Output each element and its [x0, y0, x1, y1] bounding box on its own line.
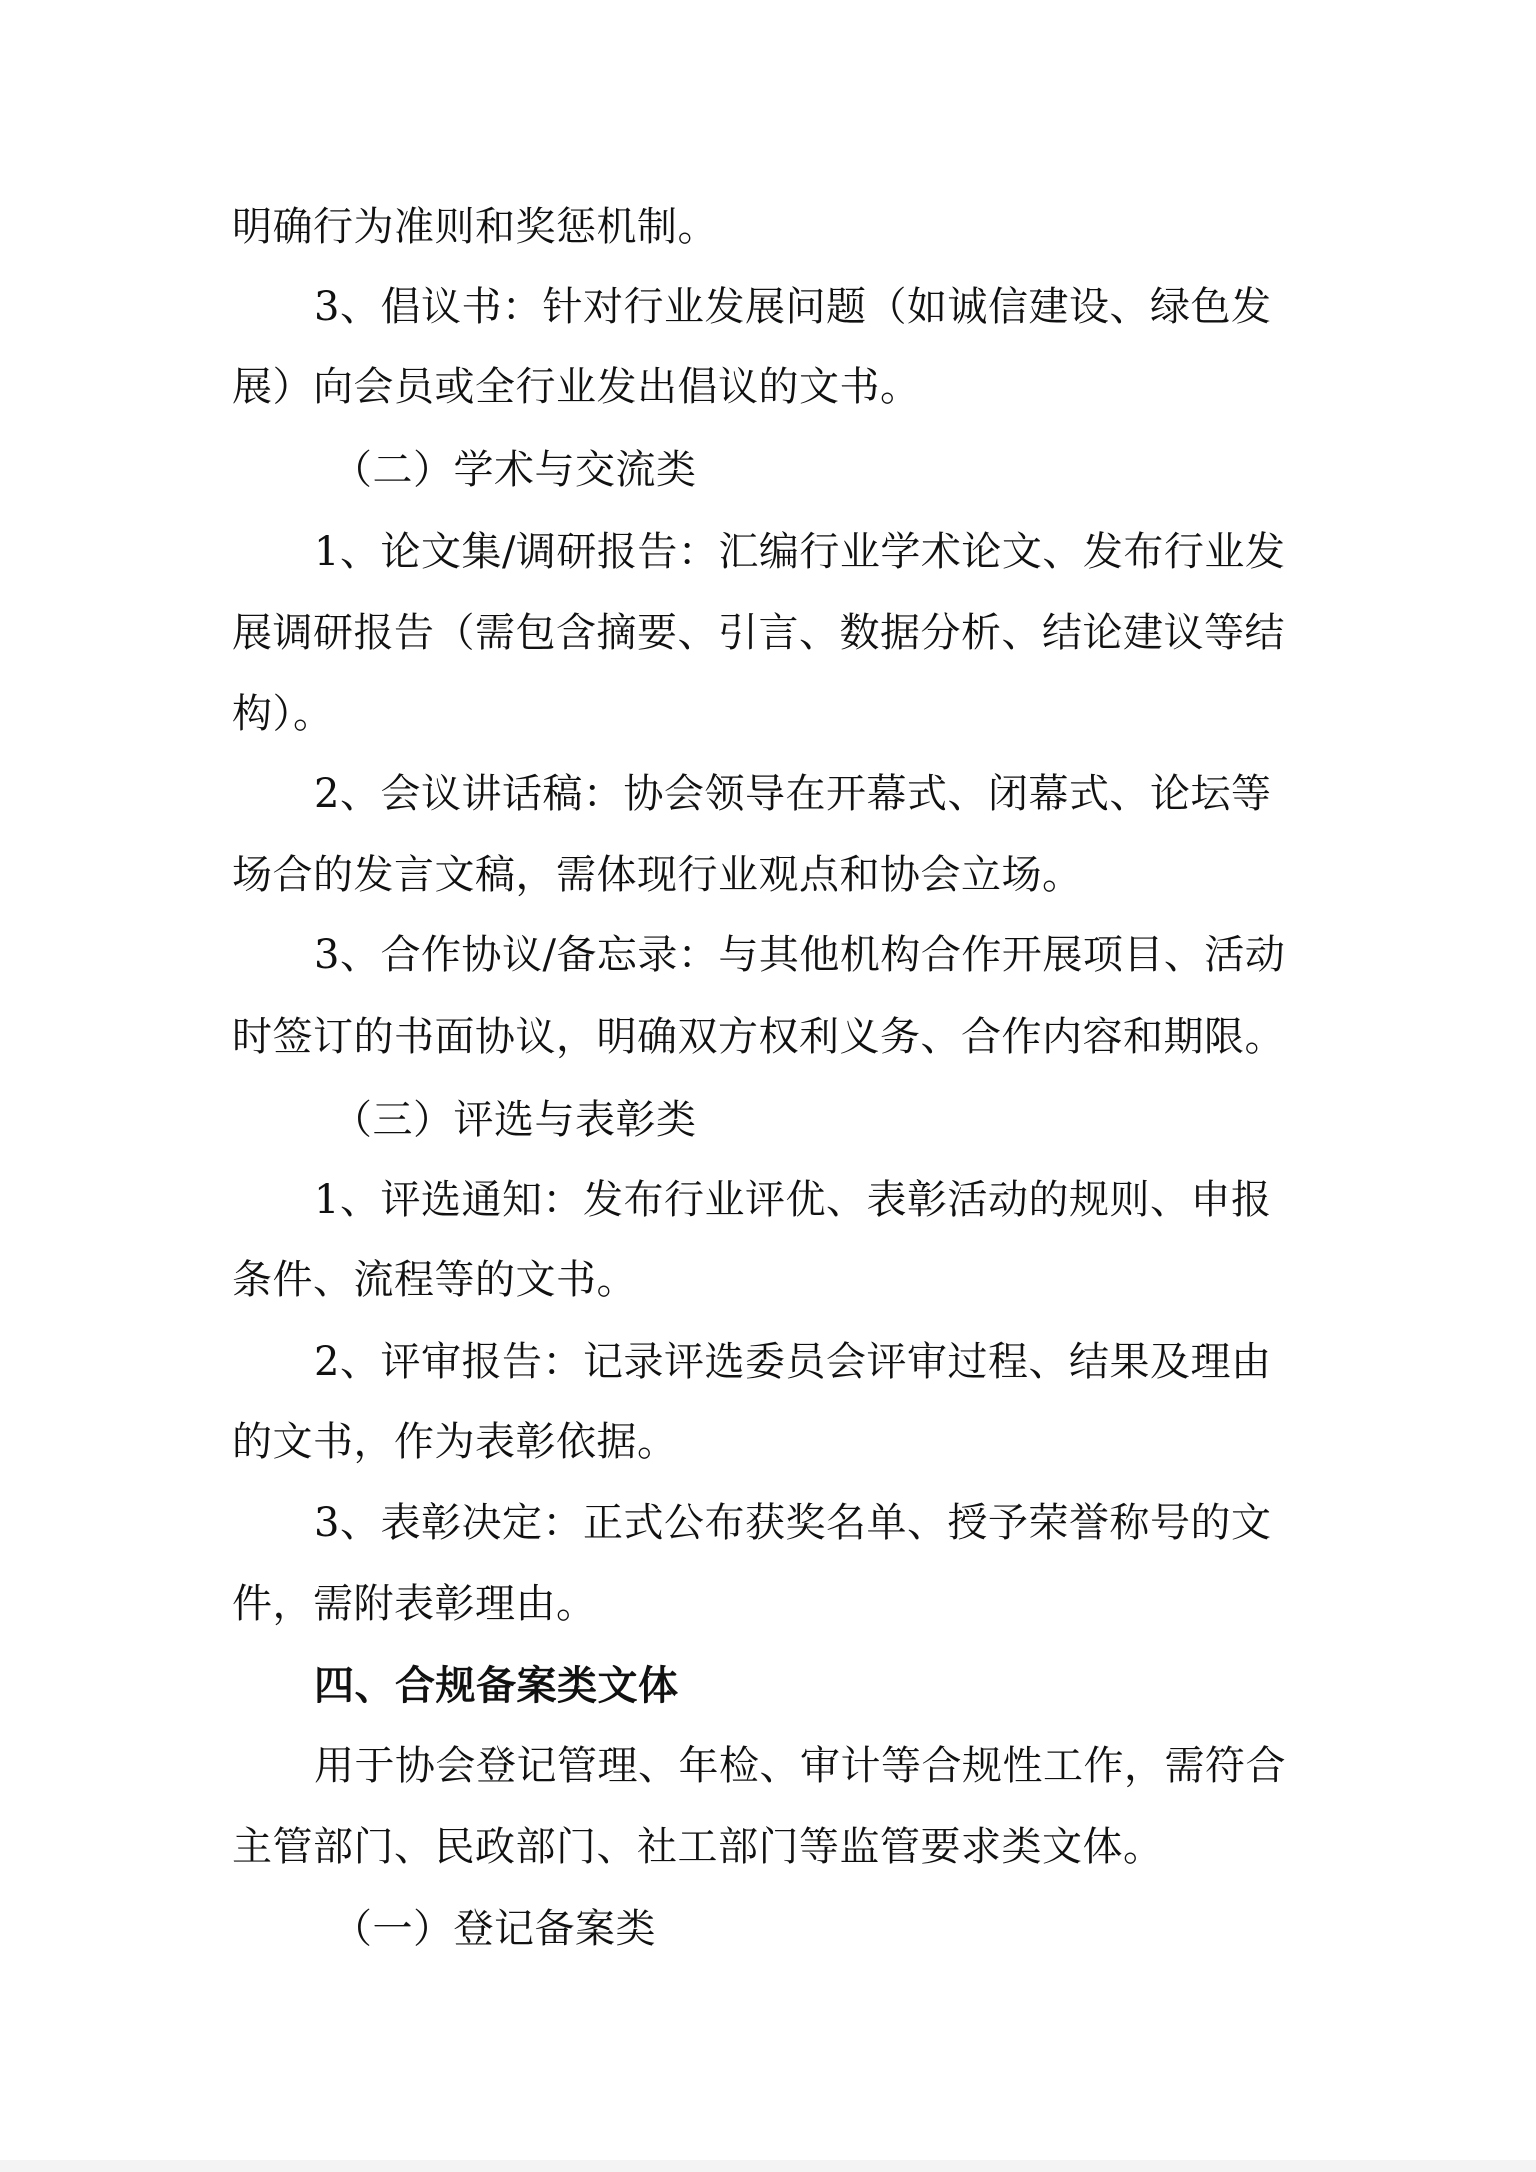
paragraph-line: 3、表彰决定：正式公布获奖名单、授予荣誉称号的文	[314, 1500, 1272, 1546]
paragraph-line: 明确行为准则和奖惩机制。	[232, 204, 718, 250]
paragraph-line: 展）向会员或全行业发出倡议的文书。	[232, 364, 921, 410]
paragraph-line: 时签订的书面协议，明确双方权利义务、合作内容和期限。	[232, 1014, 1285, 1060]
subsection-heading: （三）评选与表彰类	[332, 1097, 697, 1143]
subsection-heading: （一）登记备案类	[332, 1906, 656, 1952]
paragraph-line: 的文书，作为表彰依据。	[232, 1419, 678, 1465]
paragraph-line: 用于协会登记管理、年检、审计等合规性工作，需符合	[314, 1743, 1286, 1789]
paragraph-line: 1、论文集/调研报告：汇编行业学术论文、发布行业发	[314, 529, 1286, 575]
paragraph-line: 件，需附表彰理由。	[232, 1581, 597, 1627]
paragraph-line: 3、倡议书：针对行业发展问题（如诚信建设、绿色发	[314, 284, 1272, 330]
section-heading: 四、合规备案类文体	[314, 1663, 679, 1709]
paragraph-line: 3、合作协议/备忘录：与其他机构合作开展项目、活动	[314, 932, 1286, 978]
paragraph-line: 主管部门、民政部门、社工部门等监管要求类文体。	[232, 1824, 1164, 1870]
paragraph-line: 构）。	[232, 691, 334, 737]
subsection-heading: （二）学术与交流类	[332, 447, 697, 493]
page-bottom-edge	[0, 2160, 1536, 2172]
paragraph-line: 2、会议讲话稿：协会领导在开幕式、闭幕式、论坛等	[314, 771, 1272, 817]
paragraph-line: 展调研报告（需包含摘要、引言、数据分析、结论建议等结	[232, 610, 1285, 656]
paragraph-line: 条件、流程等的文书。	[232, 1257, 637, 1303]
paragraph-line: 2、评审报告：记录评选委员会评审过程、结果及理由	[314, 1339, 1272, 1385]
paragraph-line: 场合的发言文稿，需体现行业观点和协会立场。	[232, 852, 1083, 898]
paragraph-line: 1、评选通知：发布行业评优、表彰活动的规则、申报	[314, 1177, 1272, 1223]
